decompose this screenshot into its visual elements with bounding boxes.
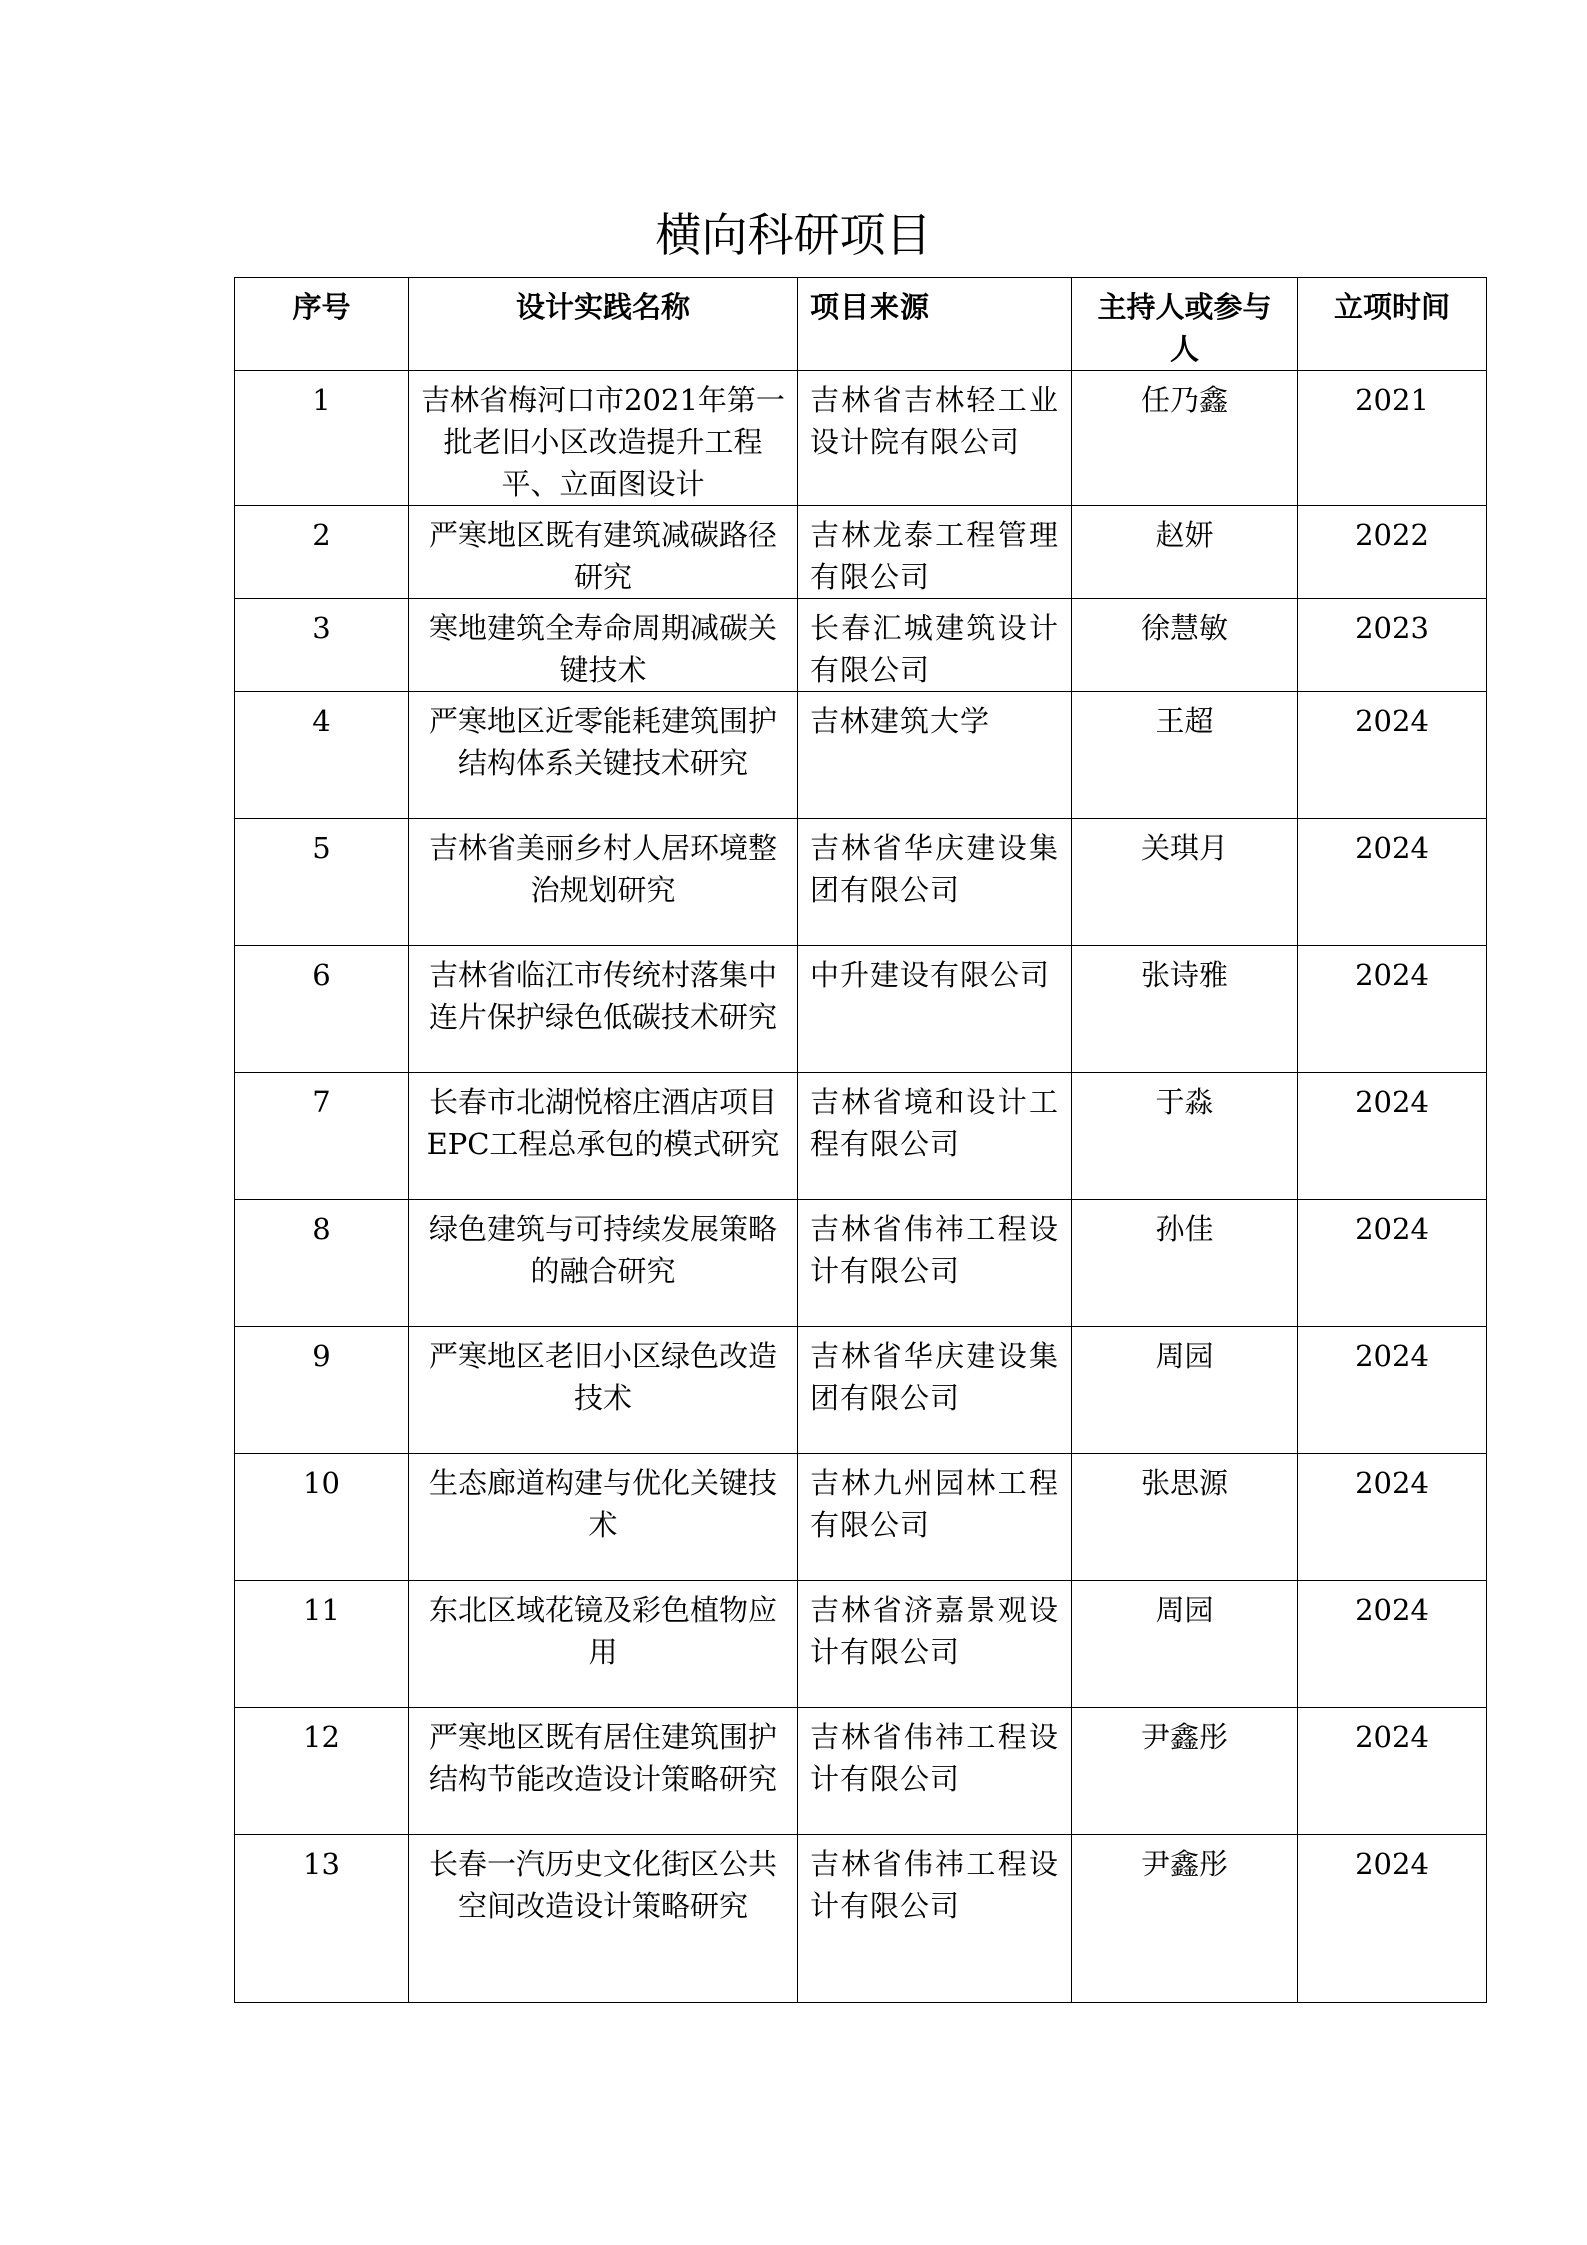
- table-header: [235, 278, 1487, 371]
- cell-person: 尹鑫彤: [1072, 1708, 1298, 1835]
- cell-seq: 8: [235, 1200, 409, 1327]
- cell-year: 2021: [1298, 371, 1487, 506]
- cell-seq: 7: [235, 1073, 409, 1200]
- cell-source: 吉林省华庆建设集团有限公司: [798, 819, 1072, 946]
- cell-seq: 4: [235, 692, 409, 819]
- cell-name: 长春市北湖悦榕庄酒店项目EPC工程总承包的模式研究: [409, 1073, 798, 1200]
- cell-seq: 5: [235, 819, 409, 946]
- cell-source: 吉林省华庆建设集团有限公司: [798, 1327, 1072, 1454]
- cell-seq: 12: [235, 1708, 409, 1835]
- cell-seq: 6: [235, 946, 409, 1073]
- cell-name: 严寒地区老旧小区绿色改造技术: [409, 1327, 798, 1454]
- cell-source: 长春汇城建筑设计有限公司: [798, 599, 1072, 692]
- cell-source: 吉林省境和设计工程有限公司: [798, 1073, 1072, 1200]
- cell-year: 2024: [1298, 946, 1487, 1073]
- table-row: [235, 1200, 1487, 1327]
- cell-year: 2022: [1298, 506, 1487, 599]
- cell-year: 2024: [1298, 1835, 1487, 2003]
- cell-seq: 9: [235, 1327, 409, 1454]
- cell-person: 徐慧敏: [1072, 599, 1298, 692]
- cell-year: 2024: [1298, 692, 1487, 819]
- cell-person: 于淼: [1072, 1073, 1298, 1200]
- cell-name: 东北区域花镜及彩色植物应用: [409, 1581, 798, 1708]
- cell-name: 生态廊道构建与优化关键技术: [409, 1454, 798, 1581]
- table-row: [235, 599, 1487, 692]
- cell-name: 严寒地区既有建筑减碳路径研究: [409, 506, 798, 599]
- table-body: [235, 371, 1487, 2003]
- cell-name: 严寒地区近零能耗建筑围护结构体系关键技术研究: [409, 692, 798, 819]
- cell-year: 2024: [1298, 1454, 1487, 1581]
- table-row: [235, 946, 1487, 1073]
- cell-source: 吉林省伟祎工程设计有限公司: [798, 1835, 1072, 2003]
- header-row: [235, 278, 1487, 371]
- cell-person: 王超: [1072, 692, 1298, 819]
- header-seq: 序号: [235, 278, 409, 371]
- table-row: [235, 1073, 1487, 1200]
- cell-year: 2023: [1298, 599, 1487, 692]
- cell-person: 任乃鑫: [1072, 371, 1298, 506]
- cell-name: 长春一汽历史文化街区公共空间改造设计策略研究: [409, 1835, 798, 2003]
- table-row: [235, 1708, 1487, 1835]
- cell-source: 吉林省济嘉景观设计有限公司: [798, 1581, 1072, 1708]
- cell-source: 吉林龙泰工程管理有限公司: [798, 506, 1072, 599]
- table-row: [235, 1835, 1487, 2003]
- header-source: 项目来源: [798, 278, 1072, 371]
- cell-person: 尹鑫彤: [1072, 1835, 1298, 2003]
- cell-source: 吉林省吉林轻工业设计院有限公司: [798, 371, 1072, 506]
- cell-name: 严寒地区既有居住建筑围护结构节能改造设计策略研究: [409, 1708, 798, 1835]
- cell-source: 吉林建筑大学: [798, 692, 1072, 819]
- table-row: [235, 506, 1487, 599]
- cell-name: 寒地建筑全寿命周期减碳关键技术: [409, 599, 798, 692]
- cell-seq: 3: [235, 599, 409, 692]
- cell-year: 2024: [1298, 1200, 1487, 1327]
- table-row: [235, 1327, 1487, 1454]
- header-person: 主持人或参与人: [1072, 278, 1298, 371]
- cell-person: 张诗雅: [1072, 946, 1298, 1073]
- table-row: [235, 1581, 1487, 1708]
- projects-table: [234, 277, 1487, 2003]
- cell-year: 2024: [1298, 1327, 1487, 1454]
- cell-person: 孙佳: [1072, 1200, 1298, 1327]
- table-row: [235, 692, 1487, 819]
- cell-source: 吉林省伟祎工程设计有限公司: [798, 1200, 1072, 1327]
- cell-source: 吉林九州园林工程有限公司: [798, 1454, 1072, 1581]
- cell-source: 吉林省伟祎工程设计有限公司: [798, 1708, 1072, 1835]
- header-name: 设计实践名称: [409, 278, 798, 371]
- cell-name: 吉林省美丽乡村人居环境整治规划研究: [409, 819, 798, 946]
- cell-name: 吉林省临江市传统村落集中连片保护绿色低碳技术研究: [409, 946, 798, 1073]
- table-row: [235, 819, 1487, 946]
- cell-person: 赵妍: [1072, 506, 1298, 599]
- cell-person: 张思源: [1072, 1454, 1298, 1581]
- cell-person: 关琪月: [1072, 819, 1298, 946]
- cell-seq: 1: [235, 371, 409, 506]
- cell-seq: 10: [235, 1454, 409, 1581]
- cell-year: 2024: [1298, 1708, 1487, 1835]
- cell-seq: 11: [235, 1581, 409, 1708]
- header-year: 立项时间: [1298, 278, 1487, 371]
- cell-seq: 13: [235, 1835, 409, 2003]
- cell-year: 2024: [1298, 1073, 1487, 1200]
- table-row: [235, 371, 1487, 506]
- cell-name: 绿色建筑与可持续发展策略的融合研究: [409, 1200, 798, 1327]
- cell-year: 2024: [1298, 819, 1487, 946]
- cell-person: 周园: [1072, 1327, 1298, 1454]
- page-title: 横向科研项目: [655, 208, 932, 262]
- table-row: [235, 1454, 1487, 1581]
- cell-source: 中升建设有限公司: [798, 946, 1072, 1073]
- cell-person: 周园: [1072, 1581, 1298, 1708]
- cell-year: 2024: [1298, 1581, 1487, 1708]
- cell-name: 吉林省梅河口市2021年第一批老旧小区改造提升工程平、立面图设计: [409, 371, 798, 506]
- cell-seq: 2: [235, 506, 409, 599]
